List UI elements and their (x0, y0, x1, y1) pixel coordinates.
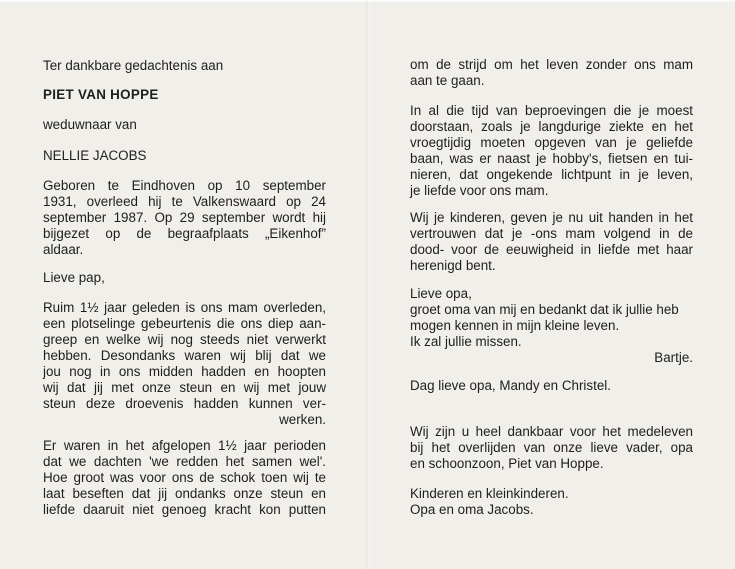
paragraph-line: Wij je kinderen, geven je nu uit handen in het (410, 210, 693, 225)
signature-line: Kinderen en kleinkinderen. (410, 486, 569, 501)
paragraph-line: wij dat jij met onze steun en wij met jouw (43, 380, 326, 395)
biography-line: bijgezet op de begraafplaats „Eikenhof” (43, 226, 326, 241)
paragraph-farewell (410, 210, 693, 274)
closing-signatures (410, 486, 693, 518)
paragraph-line: een plotselinge gebeurtenis die ons diep aan- (43, 316, 326, 331)
paragraph-line: Ruim 1½ jaar geleden is ons mam overleden, (43, 300, 326, 315)
paragraph-line: werken. (279, 412, 326, 427)
card-fold (365, 0, 371, 569)
paragraph-line: groet oma van mij en bedankt dat ik jullie heb (410, 302, 679, 317)
biography-line: aldaar. (43, 242, 84, 257)
paragraph-line: aan te gaan. (410, 73, 485, 88)
grandchild-signature: Bartje. (654, 350, 693, 365)
biography-paragraph (43, 178, 326, 258)
paragraph-line: baan, was er naast je hobby's, fietsen en tui- (410, 151, 693, 166)
thanks-paragraph (410, 424, 693, 472)
spouse-name: NELLIE JACOBS (43, 148, 147, 163)
paragraph-line: herenigd bent. (410, 258, 496, 273)
widower-of-text: weduwnaar van (43, 117, 137, 132)
paragraph-line: Wij zijn u heel dankbaar voor het medeleven (410, 424, 693, 439)
paragraph-line: dood- voor de eeuwigheid in liefde met haar (410, 242, 693, 257)
biography-line: Geboren te Eindhoven op 10 september (43, 178, 326, 193)
paragraph-line: jou nog in ons midden hadden en hoopten (43, 364, 326, 379)
paragraph-line: In al die tijd van beproevingen die je moest (410, 103, 693, 118)
signature-line: Opa en oma Jacobs. (410, 502, 534, 517)
paragraph-line: en schoonzoon, Piet van Hoppe. (410, 456, 604, 471)
biography-line: 1931, overleed hij te Valkenswaard op 24 (43, 194, 326, 209)
paragraph-line: dat we dachten 'we redden het samen wel'. (43, 454, 326, 469)
paragraph-line: om de strijd om het leven zonder ons mam (410, 57, 693, 72)
paragraph-line: vroegtijdig moeten opgeven van je geliefde (410, 135, 693, 150)
paragraph-line: mogen kennen in mijn kleine leven. (410, 318, 620, 333)
paragraph-mother-death (43, 300, 326, 428)
biography-line: september 1987. Op 29 september wordt hij (43, 210, 326, 225)
paragraph-line: doorstaan, zoals je langdurige ziekte en het (410, 119, 693, 134)
paragraph-line: laat beseften dat jij ondanks onze steun en (43, 486, 326, 501)
paragraph-line: nieren, dat ongekende lichtpunt in je leven, (410, 167, 693, 182)
paragraph-line: vertrouwen dat je -ons mam volgend in de (410, 226, 693, 241)
salutation: Lieve pap, (43, 270, 105, 285)
paragraph-line: Er waren in het afgelopen 1½ jaar perioden (43, 438, 326, 453)
paragraph-periods (43, 438, 326, 518)
others-message: Dag lieve opa, Mandy en Christel. (410, 378, 611, 393)
paragraph-line: greep en welke wij nog steeds niet verwerkt (43, 332, 326, 347)
paragraph-line: steun deze droevenis hadden kunnen ver- (43, 396, 326, 411)
paragraph-line: je liefde voor ons mam. (410, 183, 549, 198)
intro-text: Ter dankbare gedachtenis aan (43, 58, 224, 73)
deceased-name: PIET VAN HOPPE (43, 87, 159, 102)
paragraph-line: liefde daaruit niet genoeg kracht kon putten (43, 502, 326, 517)
paragraph-continuation (410, 57, 693, 89)
paragraph-line: hebben. Desondanks waren wij blij dat we (43, 348, 326, 363)
paragraph-line: Hoe groot was voor ons de schok toen wij te (43, 470, 326, 485)
paragraph-line: Ik zal jullie missen. (410, 334, 522, 349)
grandchild-message (410, 286, 693, 366)
paragraph-hardships (410, 103, 693, 199)
paragraph-line: Lieve opa, (410, 286, 472, 301)
paragraph-line: bij het overlijden van onze lieve vader, opa (410, 440, 693, 455)
